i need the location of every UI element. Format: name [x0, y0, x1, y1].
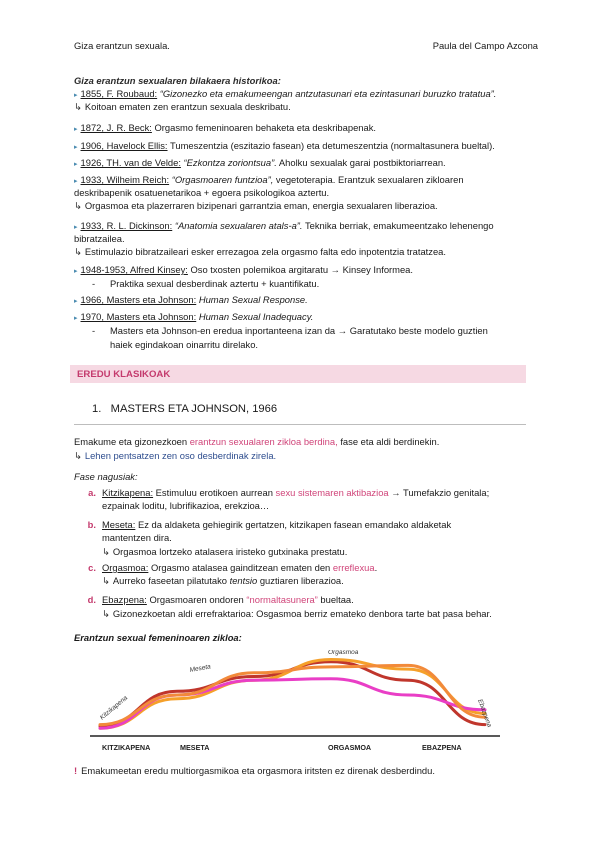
triangle-bullet-icon: ▸ [74, 315, 78, 322]
phase-c-sub: ↳ Aurreko faseetan pilatutako tentsio guztiaren liberazioa. [102, 575, 344, 586]
history-entry-1872: ▸ 1872, J. R. Beck: Orgasmo femeninoaren behaketa eta deskribapenak. [74, 122, 377, 133]
history-title: Giza erantzun sexualaren bilakaera historikoa: [74, 75, 281, 86]
triangle-bullet-icon: ▸ [74, 224, 78, 231]
triangle-bullet-icon: ▸ [74, 126, 78, 133]
history-sub-1970-cont: haiek egindakoan oinarritu direlako. [110, 339, 259, 350]
heading-rule [74, 424, 526, 425]
chart-annotation: Kitzikapena [98, 694, 130, 722]
history-entry-1970: ▸ 1970, Masters eta Johnson: Human Sexual Inadequacy. [74, 311, 314, 322]
return-arrow-icon: ↳ [102, 546, 110, 557]
return-arrow-icon: ↳ [102, 575, 110, 586]
history-entry-1948-kinsey: ▸ 1948-1953, Alfred Kinsey: Oso txosten polemikoa argitaratu → Kinsey Informea. [74, 264, 413, 275]
chart-category-label: KITZIKAPENA [102, 743, 151, 752]
phase-d: d. Ebazpena: Orgasmoaren ondoren “normaltasunera” bueltaa. [87, 594, 354, 605]
return-arrow-icon: ↳ [74, 450, 82, 461]
chart-category-label: EBAZPENA [422, 743, 462, 752]
history-entry-1933-dickinson: ▸ 1933, R. L. Dickinson: “Anatomia sexualaren atals-a”. Teknika berriak, emakumeentzako lehenengo [74, 220, 494, 231]
dash-bullet: - [92, 325, 96, 336]
return-arrow-icon: ↳ [74, 101, 82, 112]
history-cont-1933-reich: deskribapenik osatuenetarikoa + egoera psikologikoa aztertu. [74, 187, 330, 198]
bottom-note: ! Emakumeetan eredu multiorgasmikoa eta orgasmora iritsten ez direnak desberdindu. [74, 765, 435, 776]
history-sub-1855: ↳ Koitoan ematen zen erantzun sexuala deskribatu. [74, 101, 291, 112]
chart-title: Erantzun sexual femeninoaren zikloa: [74, 632, 242, 643]
heading-masters-johnson: 1. MASTERS ETA JOHNSON, 1966 [92, 403, 278, 415]
triangle-bullet-icon: ▸ [74, 92, 78, 99]
history-cont-1933-dickinson: bibratzailea. [74, 233, 125, 244]
phase-d-sub: ↳ Gizonezkoetan aldi errefraktarioa: Osgasmoa berriz emateko denbora tarte bat pasa behar. [102, 608, 492, 619]
phase-c: c. Orgasmoa: Orgasmo atalasea gainditzean ematen den erreflexua. [88, 562, 378, 573]
chart-annotation: Orgasmoa [328, 650, 359, 656]
history-entry-1906: ▸ 1906, Havelock Ellis: Tumeszentzia (eszitazio fasean) eta detumeszentzia (normaltasunera bueltal). [74, 140, 495, 151]
sexual-cycle-chart [80, 650, 520, 760]
return-arrow-icon: ↳ [102, 608, 110, 619]
phase-b-cont: mantentzen dira. [102, 532, 172, 543]
triangle-bullet-icon: ▸ [74, 178, 78, 185]
return-arrow-icon: ↳ [74, 246, 82, 257]
header-left: Giza erantzun sexuala. [74, 40, 170, 51]
chart-annotation: Ebazpena [476, 698, 493, 729]
history-entry-1855: ▸ 1855, F. Roubaud: “Gizonezko eta emakumeengan antzutasunari eta ezintasunari buruzko tratatua”. [74, 88, 497, 99]
intro-sub: ↳ Lehen pentsatzen zen oso desberdinak zirela. [74, 450, 277, 461]
chart-category-label: ORGASMOA [328, 743, 372, 752]
phase-b: b. Meseta: Ez da aldaketa gehiegirik gertatzen, kitzikapen fasean emandako aldaketak [87, 519, 452, 530]
chart-annotation: Meseta [189, 663, 212, 674]
triangle-bullet-icon: ▸ [74, 144, 78, 151]
triangle-bullet-icon: ▸ [74, 268, 78, 275]
phase-a: a. Kitzikapena: Estimuluu erotikoen aurrean sexu sistemaren aktibazioa → Tumefakzio genitala; [88, 487, 490, 498]
triangle-bullet-icon: ▸ [74, 161, 78, 168]
history-sub-1933-reich: ↳ Orgasmoa eta plazerraren bizipenari garrantzia eman, energia sexualaren liberazioa. [74, 200, 438, 211]
triangle-bullet-icon: ▸ [74, 298, 78, 305]
history-entry-1926: ▸ 1926, TH. van de Velde: “Ezkontza zoriontsua”. Aholku sexualak garai postbiktoriarrean. [74, 157, 446, 168]
dash-bullet: - [92, 278, 96, 289]
history-sub-1933-dickinson: ↳ Estimulazio bibratzaileari esker errezagoa zela orgasmo falta edo inpotentzia tratatzea. [74, 246, 446, 257]
section-band-label: EREDU KLASIKOAK [77, 369, 171, 380]
history-sub-1948-kinsey: - Praktika sexual desberdinak aztertu + kuantifikatu. [92, 278, 320, 289]
exclamation-icon: ! [74, 765, 78, 776]
history-sub-1970: - Masters eta Johnson-en eredua inportanteena izan da → Garatutako beste modelo guztien [92, 325, 488, 336]
phases-title: Fase nagusiak: [74, 471, 138, 482]
header-right: Paula del Campo Azcona [432, 40, 538, 51]
intro-text: Emakume eta gizonezkoen erantzun sexualaren zikloa berdina, fase eta aldi berdinekin. [74, 436, 440, 447]
section-band [70, 365, 526, 383]
phase-a-cont: ezpainak loditu, lubrifikazioa, erekzioa… [102, 500, 270, 511]
history-entry-1966: ▸ 1966, Masters eta Johnson: Human Sexual Response. [74, 294, 308, 305]
chart-category-label: MESETA [180, 743, 210, 752]
return-arrow-icon: ↳ [74, 200, 82, 211]
history-entry-1933-reich: ▸ 1933, Wilheim Reich: “Orgasmoaren funtzioa”, vegetoterapia. Erantzuk sexualaren zikloaren [74, 174, 464, 185]
phase-b-sub: ↳ Orgasmoa lortzeko atalasera iristeko gutxinaka prestatu. [102, 546, 348, 557]
